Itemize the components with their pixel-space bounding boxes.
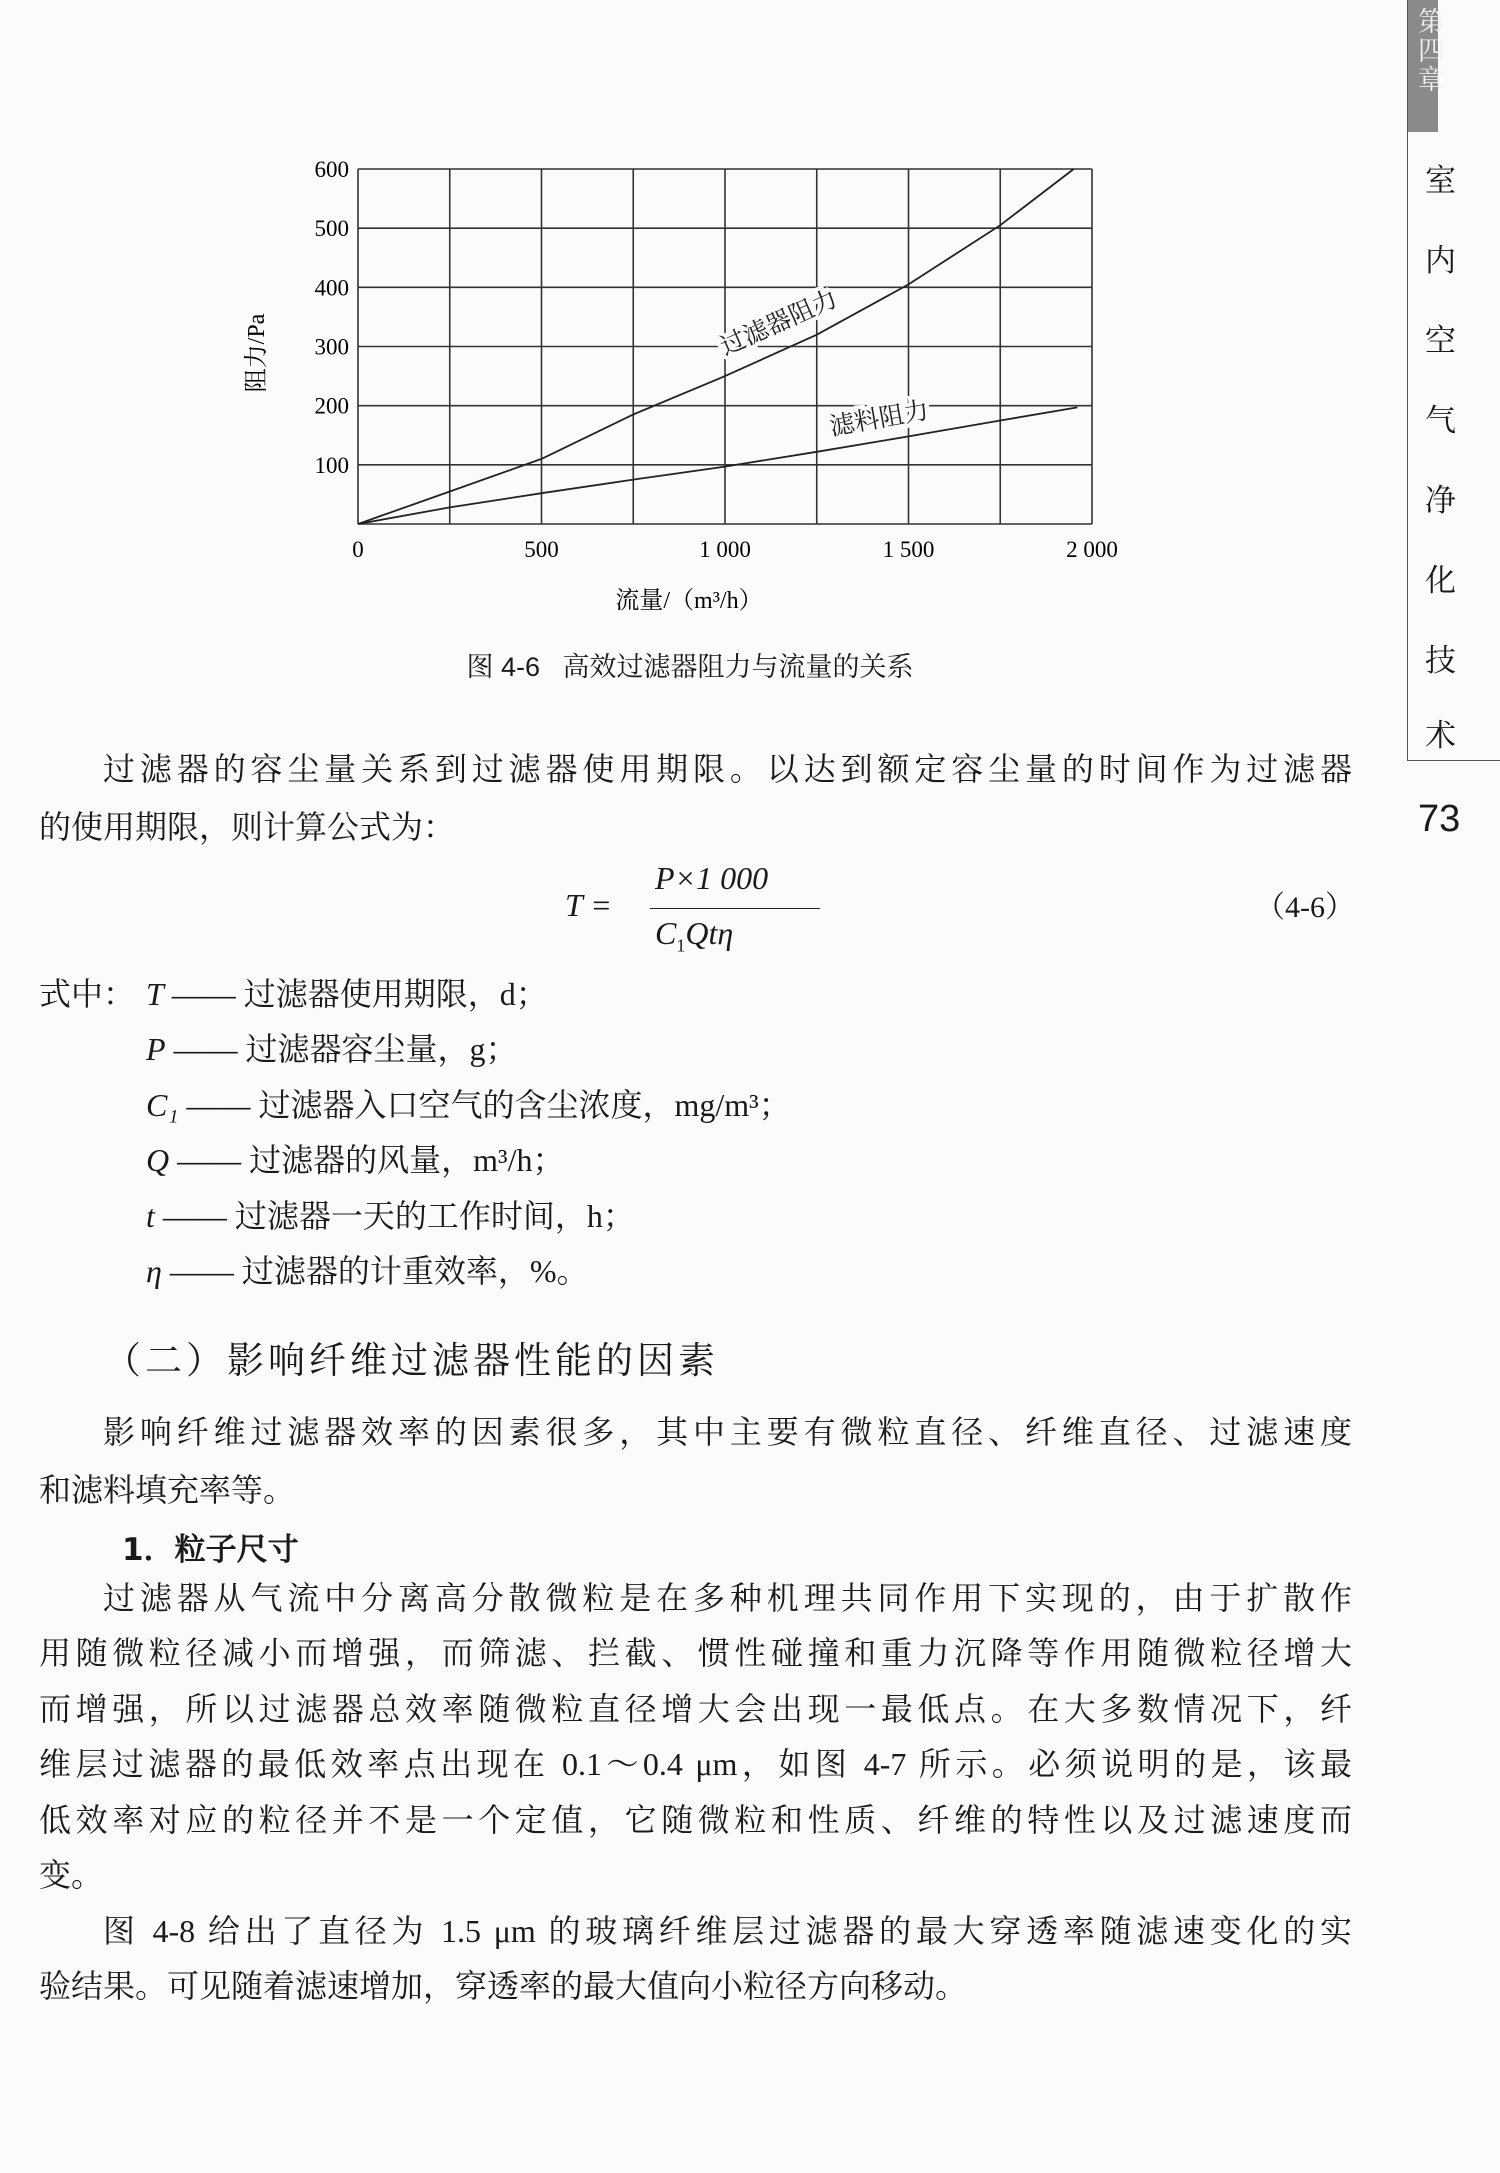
- definition-text: —— 过滤器一天的工作时间，h；: [162, 1198, 635, 1234]
- definition-item: [146, 974, 548, 1014]
- x-tick-label: 2 000: [1066, 537, 1118, 562]
- chart-tick-labels: [315, 157, 1118, 562]
- side-title-char: 内: [1425, 243, 1456, 279]
- chapter-side-tab: [1407, 0, 1500, 761]
- y-tick-label: 400: [314, 275, 349, 301]
- definition-item: [146, 1029, 518, 1069]
- y-tick-label: 500: [314, 216, 349, 242]
- symbol: η: [146, 1253, 162, 1289]
- symbol: Q: [146, 1142, 170, 1178]
- y-tick-label: 100: [314, 452, 349, 478]
- definition-item: [146, 1196, 635, 1236]
- y-axis-title: 阻力/Pa: [244, 313, 270, 393]
- definition-text: —— 过滤器的计重效率，%。: [169, 1253, 589, 1289]
- x-tick-label: 1 000: [699, 537, 751, 562]
- resistance-flow-chart: [0, 0, 1500, 640]
- formula-4-6: [560, 860, 820, 960]
- x-tick-label: 0: [352, 537, 364, 562]
- symbol: C₁: [146, 1087, 179, 1123]
- formula-lhs: T =: [565, 887, 612, 923]
- denominator-sub: 1: [676, 935, 686, 956]
- series-label-filter-resistance: 过滤器阻力: [716, 285, 842, 361]
- side-title-char: 技: [1425, 643, 1456, 679]
- formula-denominator: [655, 915, 733, 956]
- x-tick-label: 1 500: [882, 537, 935, 562]
- where-label: 式中：: [39, 976, 136, 1012]
- side-title-char: 空: [1425, 323, 1456, 359]
- subheading: 1．粒子尺寸: [122, 1532, 299, 1568]
- symbol: t: [146, 1198, 155, 1234]
- x-axis-title: 流量/（m³/h）: [615, 588, 763, 614]
- y-tick-label: 300: [314, 334, 349, 360]
- definition-text: —— 过滤器使用期限，d；: [171, 976, 548, 1012]
- series-label-media-resistance: 滤料阻力: [827, 397, 931, 442]
- side-title-char: 化: [1425, 563, 1456, 599]
- paragraph-line: 过滤器的容尘量关系到过滤器使用期限。以达到额定容尘量的时间作为过滤器: [103, 751, 1352, 787]
- definition-text: —— 过滤器容尘量，g；: [173, 1031, 518, 1067]
- y-tick-label: 200: [314, 393, 349, 419]
- side-title-char: 气: [1425, 403, 1456, 439]
- page-number: 73: [1418, 798, 1461, 840]
- paragraph-line: 过滤器从气流中分离高分散微粒是在多种机理共同作用下实现的，由于扩散作: [103, 1580, 1352, 1616]
- paragraph-line: 的使用期限，则计算公式为：: [39, 809, 456, 845]
- paragraph-line: 影响纤维过滤器效率的因素很多，其中主要有微粒直径、纤维直径、过滤速度: [103, 1414, 1352, 1450]
- paragraph-line: 和滤料填充率等。: [39, 1472, 296, 1508]
- definition-text: —— 过滤器入口空气的含尘浓度，mg/m³；: [186, 1087, 791, 1123]
- definition-item: [146, 1140, 565, 1180]
- symbol: P: [146, 1031, 166, 1067]
- series-line-media-resistance: [358, 407, 1077, 524]
- paragraph-line: 而增强，所以过滤器总效率随微粒直径增大会出现一最低点。在大多数情况下，纤: [39, 1691, 1352, 1727]
- y-tick-label: 600: [314, 157, 349, 182]
- side-title-char: 室: [1425, 163, 1456, 199]
- symbol: T: [146, 976, 164, 1012]
- equation-number: （4-6）: [1255, 891, 1355, 924]
- chapter-label: 第四章: [1408, 0, 1438, 132]
- paragraph-line: 低效率对应的粒径并不是一个定值，它随微粒和性质、纤维的特性以及过滤速度而: [39, 1802, 1352, 1838]
- figure-caption: 图 4-6 高效过滤器阻力与流量的关系: [466, 652, 914, 682]
- paragraph-line: 用随微粒径减小而增强，而筛滤、拦截、惯性碰撞和重力沉降等作用随微粒径增大: [39, 1635, 1352, 1671]
- definition-item: [146, 1251, 589, 1291]
- side-title-char: 净: [1425, 483, 1456, 519]
- paragraph-line: 维层过滤器的最低效率点出现在 0.1～0.4 μm，如图 4-7 所示。必须说明的是，该最: [39, 1746, 1352, 1782]
- paragraph-line: 变。: [39, 1857, 104, 1893]
- section-heading: （二）影响纤维过滤器性能的因素: [104, 1339, 719, 1382]
- definition-item: [146, 1085, 791, 1125]
- paragraph-line: 图 4-8 给出了直径为 1.5 μm 的玻璃纤维层过滤器的最大穿透率随滤速变化的实: [103, 1913, 1352, 1949]
- denominator-rest: Qtη: [685, 915, 734, 951]
- x-tick-label: 500: [524, 537, 559, 562]
- definition-text: —— 过滤器的风量，m³/h；: [177, 1142, 565, 1178]
- formula-numerator: P×1 000: [655, 860, 769, 896]
- side-title-char: 术: [1425, 718, 1456, 754]
- paragraph-line: 验结果。可见随着滤速增加，穿透率的最大值向小粒径方向移动。: [39, 1968, 968, 2004]
- fraction-bar: [650, 908, 820, 909]
- denominator-c: C: [655, 915, 677, 951]
